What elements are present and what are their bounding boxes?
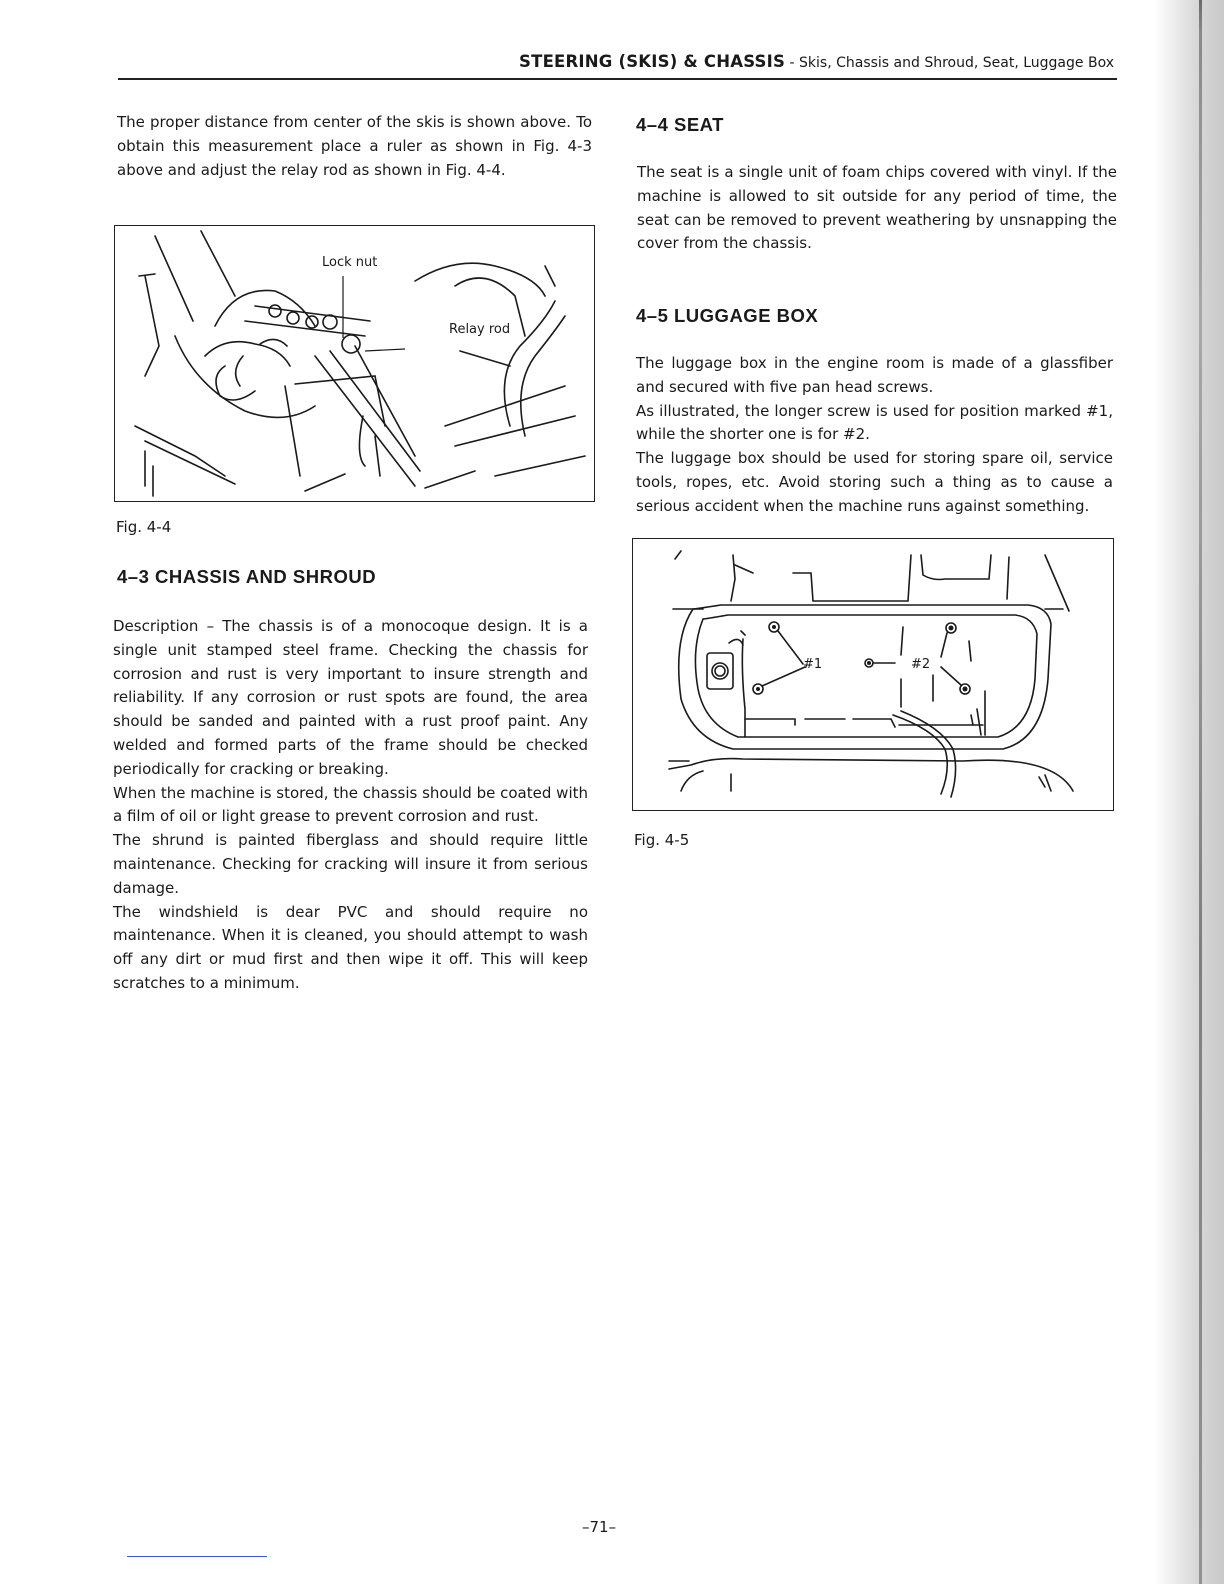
label-position-1: #1 bbox=[803, 657, 823, 672]
header-rule bbox=[118, 78, 1117, 80]
figure-4-5-caption: Fig. 4-5 bbox=[634, 831, 690, 849]
header-subtitle: - Skis, Chassis and Shroud, Seat, Luggage Box bbox=[785, 55, 1114, 71]
luggage-paragraph-3: The luggage box should be used for storing spare oil, service tools, ropes, etc. Avoid storing such a thing as to cause a serious accident when the machine runs against something. bbox=[636, 449, 1113, 515]
page-number: –71– bbox=[582, 1518, 617, 1536]
luggage-paragraph-1: The luggage box in the engine room is made of a glassfiber and secured with five pan head screws. bbox=[636, 354, 1113, 396]
chassis-heading: 4–3 CHASSIS AND SHROUD bbox=[117, 566, 377, 587]
label-position-2: #2 bbox=[911, 657, 931, 672]
page-edge-line bbox=[1199, 0, 1202, 1584]
seat-text bbox=[637, 161, 1117, 256]
luggage-box-illustration bbox=[633, 539, 1113, 810]
luggage-heading: 4–5 LUGGAGE BOX bbox=[636, 305, 819, 326]
chassis-text bbox=[113, 615, 588, 996]
chassis-paragraph-1: Description – The chassis is of a monocoque design. It is a single unit stamped steel frame. Checking the chassis for corrosion and rust is very important to insure strength and reliability. If any corrosion or rust spots are found, the area should be sanded and painted with a rust proof paint. Any welded and formed parts of the frame should be checked periodically for cracking or breaking. bbox=[113, 617, 588, 778]
header-title: STEERING (SKIS) & CHASSIS bbox=[519, 52, 786, 71]
luggage-text bbox=[636, 352, 1113, 519]
seat-heading: 4–4 SEAT bbox=[636, 114, 724, 135]
intro-text bbox=[117, 111, 592, 182]
luggage-paragraph-2: As illustrated, the longer screw is used for position marked #1, while the shorter one is for #2. bbox=[636, 401, 1113, 444]
chassis-paragraph-4: The windshield is dear PVC and should require no maintenance. When it is cleaned, you should attempt to wash off any dirt or mud first and then wipe it off. This will keep scratches to a minimum. bbox=[113, 902, 588, 992]
figure-4-5 bbox=[632, 538, 1114, 811]
seat-paragraph: The seat is a single unit of foam chips covered with vinyl. If the machine is allowed to sit outside for any period of time, the seat can be removed to prevent weathering by unsnapping the cover from the chassis. bbox=[637, 163, 1117, 253]
page-edge-shadow bbox=[1154, 0, 1224, 1584]
chassis-paragraph-3: The shrund is painted fiberglass and should require little maintenance. Checking for cracking will insure it from serious damage. bbox=[113, 831, 588, 897]
figure-4-4-caption: Fig. 4-4 bbox=[116, 518, 172, 536]
figure-4-4 bbox=[114, 225, 595, 502]
intro-paragraph: The proper distance from center of the skis is shown above. To obtain this measurement place a ruler as shown in Fig. 4-3 above and adjust the relay rod as shown in Fig. 4-4. bbox=[117, 113, 592, 179]
chassis-paragraph-2: When the machine is stored, the chassis should be coated with a film of oil or light grease to prevent corrosion and rust. bbox=[113, 783, 588, 826]
label-lock-nut: Lock nut bbox=[322, 255, 378, 270]
label-relay-rod: Relay rod bbox=[449, 322, 511, 337]
running-header bbox=[118, 52, 1114, 71]
footer-link-underline[interactable] bbox=[127, 1556, 267, 1557]
